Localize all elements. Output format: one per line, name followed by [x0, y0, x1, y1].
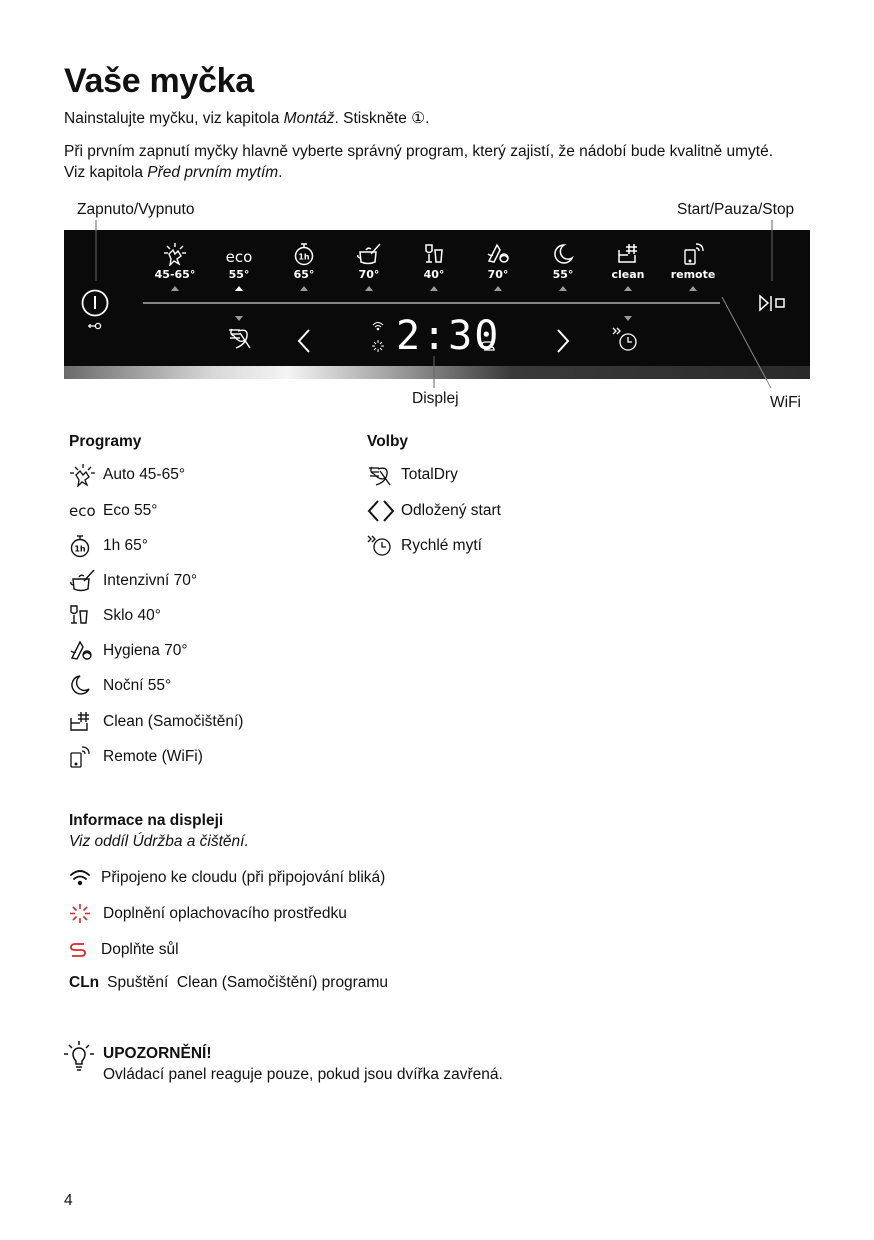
remote-icon	[681, 242, 705, 266]
display	[368, 318, 392, 358]
night-icon	[552, 242, 574, 266]
delay-right-button[interactable]	[555, 328, 571, 354]
list-item	[69, 639, 188, 663]
list-item	[69, 499, 157, 523]
glass-icon	[423, 242, 445, 266]
wifi-icon	[373, 323, 383, 330]
panel-program-glass[interactable]	[404, 242, 464, 291]
list-item	[69, 971, 388, 995]
list-item	[69, 902, 347, 926]
program-temp-label: 65°	[293, 268, 315, 281]
start-pause-button[interactable]	[758, 294, 788, 314]
program-temp-label: 70°	[358, 268, 380, 281]
svg-text:1h: 1h	[74, 544, 86, 554]
panel-program-1h[interactable]	[274, 242, 334, 291]
list-item	[69, 534, 148, 558]
callout-start: Start/Pauza/Stop	[677, 201, 795, 218]
list-item	[69, 604, 161, 628]
eco-icon: eco	[225, 248, 253, 266]
program-label: Remote (WiFi)	[103, 748, 203, 765]
glass-icon	[69, 604, 103, 628]
salt-icon	[69, 941, 101, 959]
intro-paragraph-2: Při prvním zapnutí myčky hlavně vyberte správný program, který zajistí, že nádobí bude kvalitně umyté. Viz kapitola Před prvním mytím.	[64, 143, 774, 181]
quick-icon	[611, 314, 641, 354]
indicator-arrow	[365, 286, 373, 291]
display-info-subtitle: Viz oddíl Údržba a čištění.	[69, 833, 249, 850]
power-button[interactable]	[80, 289, 112, 333]
clean-icon	[616, 242, 640, 266]
list-item	[69, 866, 385, 890]
totaldry-icon	[226, 314, 252, 354]
eco-icon: eco	[69, 502, 96, 520]
list-item	[367, 463, 458, 487]
cln-code: CLn	[69, 974, 100, 991]
indicator-arrow	[430, 286, 438, 291]
power-symbol: ①	[411, 110, 426, 127]
indicator-arrow	[624, 286, 632, 291]
totaldry-button[interactable]	[226, 314, 252, 354]
list-item	[69, 463, 185, 487]
option-label: TotalDry	[401, 466, 458, 483]
rinse-aid-icon	[69, 903, 103, 925]
panel-program-hygiene[interactable]	[468, 242, 528, 291]
display-time: 2:30	[396, 313, 501, 359]
delay-left-button[interactable]	[296, 328, 312, 354]
display-status-icons	[368, 318, 392, 358]
program-label: Noční 55°	[103, 677, 172, 694]
page-number: 4	[64, 1192, 73, 1209]
delay-icon	[367, 499, 401, 523]
totaldry-icon	[367, 463, 401, 487]
panel-program-remote[interactable]	[663, 242, 723, 291]
program-label: Hygiena 70°	[103, 642, 188, 659]
indicator-arrow	[559, 286, 567, 291]
notice-text: Ovládací panel reaguje pouze, pokud jsou dvířka zavřená.	[103, 1066, 503, 1083]
program-temp-label: 40°	[423, 268, 445, 281]
indicator-arrow	[494, 286, 502, 291]
list-item	[367, 499, 501, 523]
list-item	[69, 938, 179, 962]
auto-icon	[69, 463, 103, 487]
info-label: Spuštění Clean (Samočištění) programu	[107, 974, 388, 991]
quick-icon	[367, 534, 401, 558]
panel-program-intensive[interactable]	[339, 242, 399, 291]
night-icon	[69, 674, 103, 698]
info-label: Připojeno ke cloudu (při připojování bliká)	[101, 869, 386, 886]
power-icon	[80, 289, 112, 333]
list-item	[69, 569, 197, 593]
auto-icon	[162, 242, 188, 266]
info-label: Doplnění oplachovacího prostředku	[103, 905, 347, 922]
panel-program-eco[interactable]	[209, 242, 269, 291]
display-info-title: Informace na displeji	[69, 812, 224, 829]
list-item	[69, 710, 243, 734]
salt-icon	[481, 340, 495, 352]
indicator-arrow	[689, 286, 697, 291]
program-label: Clean (Samočištění)	[103, 713, 244, 730]
display-salt	[481, 340, 495, 352]
program-label: Sklo 40°	[103, 607, 161, 624]
callout-power: Zapnuto/Vypnuto	[77, 201, 195, 218]
tip-icon	[63, 1040, 95, 1074]
quick-wash-button[interactable]	[611, 314, 641, 354]
panel-program-night[interactable]	[533, 242, 593, 291]
1h-icon	[293, 242, 315, 266]
intensive-icon	[69, 569, 103, 593]
options-title: Volby	[367, 433, 409, 450]
program-label: Eco 55°	[103, 502, 158, 519]
intensive-icon	[356, 242, 382, 266]
indicator-arrow	[235, 286, 243, 291]
1h-icon	[69, 534, 103, 558]
program-label: Intenzivní 70°	[103, 572, 198, 589]
hygiene-icon	[485, 242, 511, 266]
remote-icon	[69, 745, 103, 769]
list-item	[69, 674, 171, 698]
wifi-icon	[69, 869, 101, 887]
clean-icon	[69, 710, 103, 734]
program-temp-label: clean	[611, 268, 645, 281]
page-title: Vaše myčka	[64, 62, 254, 100]
list-item	[69, 745, 203, 769]
program-temp-label: 70°	[487, 268, 509, 281]
program-label: Auto 45-65°	[103, 466, 186, 483]
program-temp-label: 55°	[228, 268, 250, 281]
chevron-right-icon	[555, 328, 571, 354]
option-label: Odložený start	[401, 502, 501, 519]
option-label: Rychlé mytí	[401, 537, 482, 554]
rinse-aid-icon	[372, 340, 384, 352]
intro-line-1: Nainstalujte myčku, viz kapitola Montáž. Stiskněte ①.	[64, 110, 430, 127]
callout-display: Displej	[412, 390, 459, 407]
program-temp-label: 45-65°	[154, 268, 196, 281]
hygiene-icon	[69, 639, 103, 663]
svg-text:1h: 1h	[298, 252, 310, 262]
start-pause-icon	[758, 294, 788, 314]
indicator-arrow	[300, 286, 308, 291]
list-item	[367, 534, 482, 558]
program-temp-label: remote	[670, 268, 716, 281]
program-label: 1h 65°	[103, 537, 148, 554]
indicator-arrow	[171, 286, 179, 291]
callout-wifi: WiFi	[770, 394, 801, 411]
chevron-left-icon	[296, 328, 312, 354]
info-label: Doplňte sůl	[101, 941, 179, 958]
panel-program-auto[interactable]	[145, 242, 205, 291]
notice-title: UPOZORNĚNÍ!	[103, 1045, 212, 1062]
programs-title: Programy	[69, 433, 142, 450]
program-temp-label: 55°	[552, 268, 574, 281]
panel-program-clean[interactable]	[598, 242, 658, 291]
